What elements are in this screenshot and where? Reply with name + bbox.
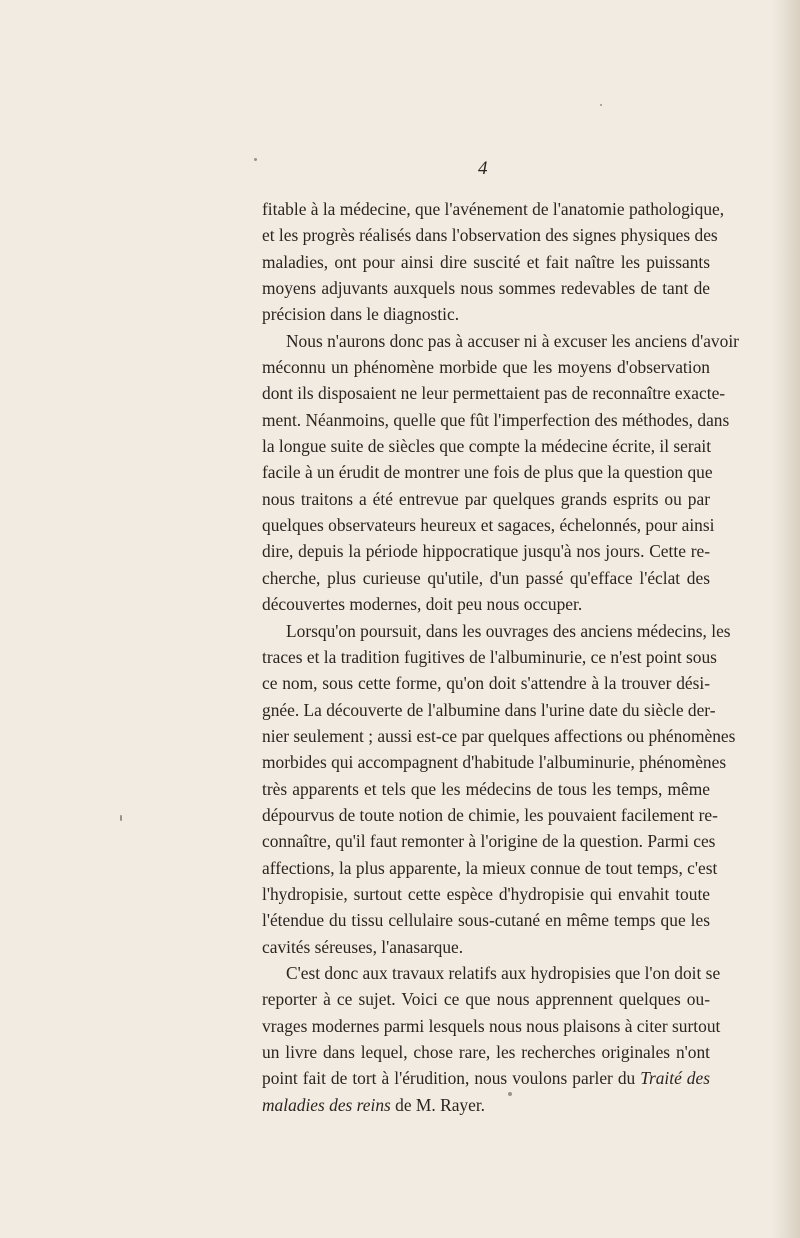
text-line: facile à un érudit de montrer une fois de plus que la question que [262, 462, 713, 483]
text-line: vrages modernes parmi lesquels nous nous plaisons à citer surtout [262, 1015, 721, 1036]
text-line: C'est donc aux travaux relatifs aux hydropisies que l'on doit se [286, 962, 721, 983]
text-line: la longue suite de siècles que compte la médecine écrite, il serait [262, 436, 712, 457]
body-text [262, 196, 739, 1118]
book-title-continued: maladies des reins [262, 1094, 391, 1115]
paragraph-4 [262, 960, 721, 1118]
text-line: moyens adjuvants auxquels nous sommes redevables de tant de [262, 278, 710, 299]
text-line: méconnu un phénomène morbide que les moyens d'observation [262, 357, 710, 378]
text-fragment: de M. Rayer. [395, 1094, 486, 1115]
text-line: cavités séreuses, l'anasarque. [262, 936, 464, 957]
text-line: cherche, plus curieuse qu'utile, d'un passé qu'efface l'éclat des [262, 567, 710, 588]
text-line: précision dans le diagnostic. [262, 304, 460, 325]
text-line [262, 1065, 710, 1091]
text-line: très apparents et tels que les médecins de tous les temps, même [262, 778, 710, 799]
paper-speck [120, 815, 122, 821]
text-line: ce nom, sous cette forme, qu'on doit s'attendre à la trouver dési- [262, 673, 710, 694]
text-line: morbides qui accompagnent d'habitude l'albuminurie, phénomènes [262, 752, 727, 773]
book-title: Traité des [640, 1068, 710, 1089]
paper-speck [254, 158, 257, 161]
paragraph-2 [262, 328, 739, 618]
text-line: et les progrès réalisés dans l'observation des signes physiques des [262, 225, 718, 246]
text-line: reporter à ce sujet. Voici ce que nous apprennent quelques ou- [262, 989, 710, 1010]
text-line: l'hydropisie, surtout cette espèce d'hydropisie qui envahit toute [262, 883, 710, 904]
text-line: ment. Néanmoins, quelle que fût l'imperfection des méthodes, dans [262, 409, 730, 430]
text-line: maladies, ont pour ainsi dire suscité et fait naître les puissants [262, 251, 710, 272]
text-line: connaître, qu'il faut remonter à l'origine de la question. Parmi ces [262, 831, 716, 852]
text-line: Nous n'aurons donc pas à accuser ni à excuser les anciens d'avoir [286, 330, 739, 351]
text-line: nous traitons a été entrevue par quelques grands esprits ou par [262, 488, 710, 509]
text-line: nier seulement ; aussi est-ce par quelques affections ou phénomènes [262, 725, 736, 746]
text-line: dont ils disposaient ne leur permettaient pas de reconnaître exacte- [262, 383, 726, 404]
page-number: 4 [478, 158, 488, 179]
page-edge-shadow [772, 0, 800, 1238]
text-fragment: point fait de tort à l'érudition, nous voulons parler du [262, 1068, 636, 1089]
text-line: Lorsqu'on poursuit, dans les ouvrages des anciens médecins, les [286, 620, 731, 641]
text-line: gnée. La découverte de l'albumine dans l'urine date du siècle der- [262, 699, 716, 720]
text-line: dire, depuis la période hippocratique jusqu'à nos jours. Cette re- [262, 541, 710, 562]
text-line: fitable à la médecine, que l'avénement de l'anatomie pathologique, [262, 199, 725, 219]
paper-speck [600, 104, 602, 106]
text-line: affections, la plus apparente, la mieux connue de tout temps, c'est [262, 857, 718, 878]
text-line: quelques observateurs heureux et sagaces, échelonnés, pour ainsi [262, 515, 715, 536]
paragraph-3 [262, 618, 736, 960]
text-line: un livre dans lequel, chose rare, les recherches originales n'ont [262, 1042, 710, 1062]
text-line: dépourvus de toute notion de chimie, les pouvaient facilement re- [262, 804, 718, 825]
text-line: traces et la tradition fugitives de l'albuminurie, ce n'est point sous [262, 646, 717, 667]
text-line: découvertes modernes, doit peu nous occuper. [262, 594, 583, 615]
text-line [262, 1092, 710, 1118]
paragraph-1 [262, 196, 725, 328]
text-line: l'étendue du tissu cellulaire sous-cutané en même temps que les [262, 910, 710, 931]
